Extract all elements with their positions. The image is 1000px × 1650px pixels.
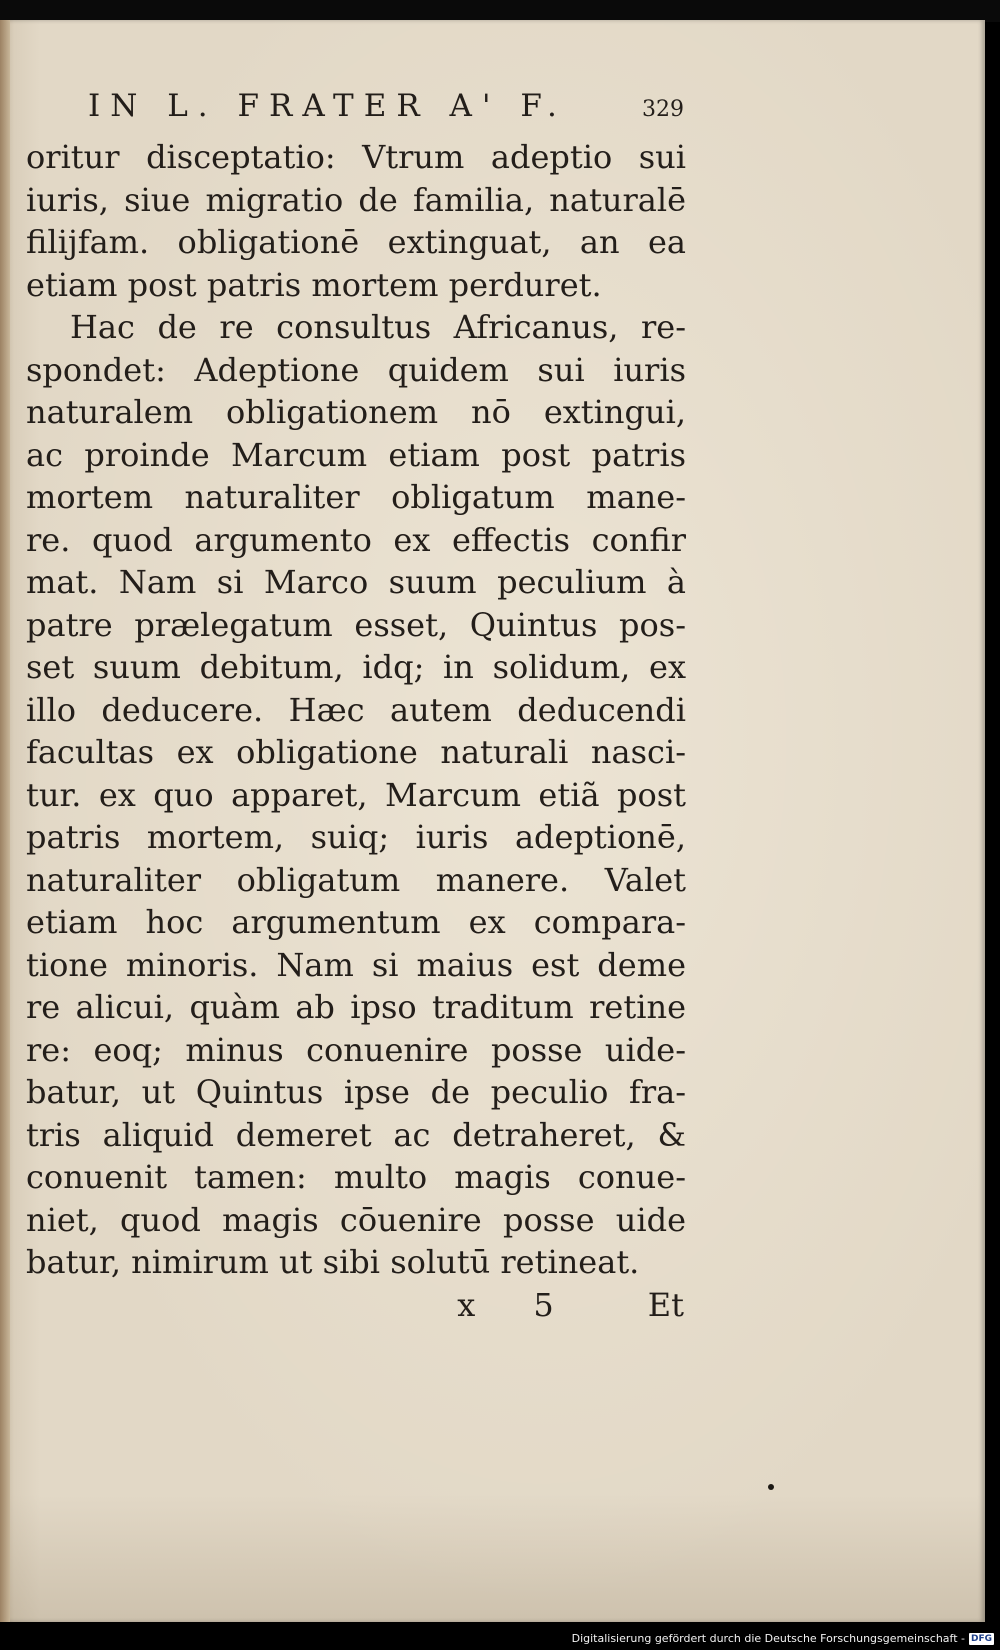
text-line: mortem naturaliter obligatum mane- <box>26 478 686 516</box>
text-line: conuenit tamen: multo magis conue- <box>26 1158 686 1196</box>
body-text <box>26 136 686 1284</box>
text-line: tur. ex quo apparet, Marcum etiã post <box>26 775 686 814</box>
text-line: re alicui, quàm ab ipso traditum retine <box>26 988 686 1026</box>
ink-speck <box>768 1484 774 1490</box>
text-line: set suum debitum, idq; in solidum, ex <box>26 648 686 686</box>
text-line: re: eoq; minus conuenire posse uide- <box>26 1030 686 1069</box>
text-line: illo deducere. Hæc autem deducendi <box>26 690 686 729</box>
text-line: batur, ut Quintus ipse de peculio fra- <box>26 1073 686 1111</box>
text-line: etiam post patris mortem perduret. <box>26 265 602 304</box>
signature-line <box>26 1284 686 1326</box>
running-head-title: IN L. FRATER A' F. <box>88 88 567 124</box>
text-line: re. quod argumento ex effectis confir <box>26 520 686 559</box>
paragraph-start-line: Hac de re consultus Africanus, re- <box>70 308 686 346</box>
text-line: facultas ex obligatione naturali nasci- <box>26 733 686 771</box>
page-number: 329 <box>642 97 684 122</box>
text-block <box>26 88 686 1326</box>
text-line: naturalem obligationem nō extingui, <box>26 393 686 431</box>
text-line: spondet: Adeptione quidem sui iuris <box>26 350 686 389</box>
text-line: tione minoris. Nam si maius est deme <box>26 945 686 984</box>
text-line: patris mortem, suiq; iuris adeptionē, <box>26 818 686 856</box>
text-line: mat. Nam si Marco suum peculium à <box>26 563 686 601</box>
text-line: niet, quod magis cōuenire posse uide <box>26 1200 686 1239</box>
text-line: batur, nimirum ut sibi solutū retineat. <box>26 1243 640 1281</box>
running-head <box>26 88 686 136</box>
text-line: oritur disceptatio: Vtrum adeptio sui <box>26 138 686 176</box>
text-line: iuris, siue migratio de familia, naturalē <box>26 180 686 219</box>
funding-credit-text: Digitalisierung gefördert durch die Deutsche Forschungsgemeinschaft - <box>571 1632 965 1645</box>
funding-credit <box>572 1632 994 1646</box>
text-line: naturaliter obligatum manere. Valet <box>26 860 686 899</box>
catchword: Et <box>647 1285 684 1324</box>
text-line: tris aliquid demeret ac detraheret, & <box>26 1115 686 1154</box>
scan-top-edge <box>0 0 1000 22</box>
text-line: patre prælegatum esset, Quintus pos- <box>26 605 686 644</box>
text-line: ac proinde Marcum etiam post patris <box>26 435 686 474</box>
signature-mark: x 5 <box>457 1285 578 1324</box>
text-line: etiam hoc argumentum ex compara- <box>26 903 686 941</box>
dfg-logo: DFG <box>970 1634 992 1644</box>
page-gutter-shadow <box>0 20 10 1622</box>
text-line: filijfam. obligationē extinguat, an ea <box>26 223 686 261</box>
